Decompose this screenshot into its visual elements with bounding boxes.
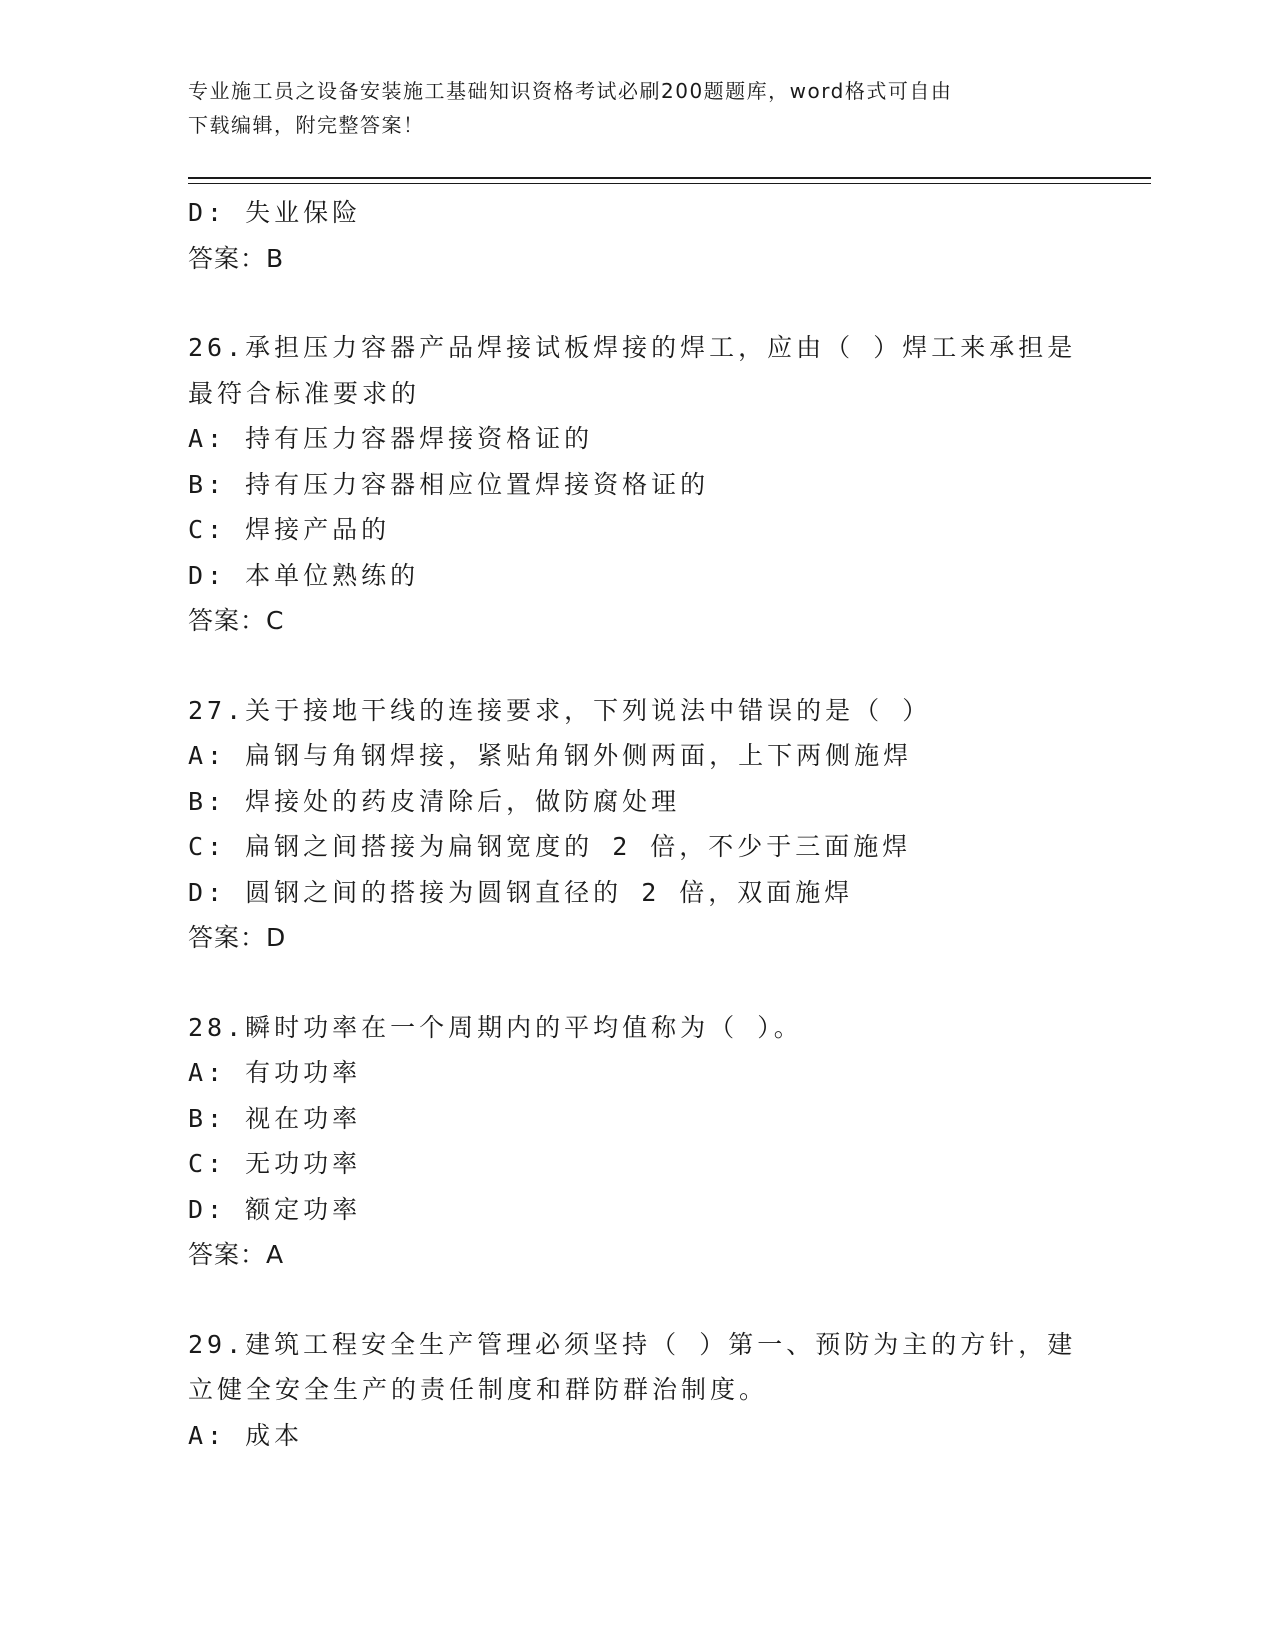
question-stem-continued: 最符合标准要求的	[188, 378, 421, 408]
option-d: D: 本单位熟练的	[188, 560, 420, 590]
header-divider-thick	[188, 177, 1151, 179]
option-b: B: 持有压力容器相应位置焊接资格证的	[188, 469, 710, 499]
answer-line: 答案：A	[188, 1240, 285, 1269]
header-line-1: 专业施工员之设备安装施工基础知识资格考试必刷200题题库，word格式可自由	[188, 79, 953, 103]
answer-line: 答案：D	[188, 923, 287, 952]
option-d: D: 失业保险	[188, 198, 362, 227]
spacer	[188, 1278, 1088, 1322]
header-divider-thin	[188, 183, 1151, 184]
question-stem: 26.承担压力容器产品焊接试板焊接的焊工，应由（ ）焊工来承担是	[188, 333, 1077, 362]
spacer	[188, 281, 1088, 325]
spacer	[188, 961, 1088, 1005]
question-stem: 28.瞬时功率在一个周期内的平均值称为（ ）。	[188, 1012, 803, 1042]
question-list	[188, 190, 1088, 1458]
question-stem: 29.建筑工程安全生产管理必须坚持（ ）第一、预防为主的方针，建	[188, 1329, 1077, 1359]
option-c: C: 焊接产品的	[188, 515, 391, 544]
option-a: A: 持有压力容器焊接资格证的	[188, 424, 594, 453]
option-a: A: 成本	[188, 1420, 304, 1450]
option-b: B: 焊接处的药皮清除后，做防腐处理	[188, 786, 681, 816]
question-29	[188, 1322, 1088, 1459]
question-28	[188, 1005, 1088, 1278]
answer-line: 答案：C	[188, 606, 285, 635]
option-c: C: 扁钢之间搭接为扁钢宽度的 2 倍，不少于三面施焊	[188, 832, 912, 861]
option-d: D: 额定功率	[188, 1194, 362, 1224]
question-27	[188, 688, 1088, 961]
question-stem-continued: 立健全安全生产的责任制度和群防群治制度。	[188, 1375, 769, 1404]
question-26	[188, 325, 1088, 644]
option-a: A: 扁钢与角钢焊接，紧贴角钢外侧两面，上下两侧施焊	[188, 741, 913, 770]
option-a: A: 有功功率	[188, 1058, 362, 1087]
spacer	[188, 644, 1088, 688]
header-line-2: 下载编辑，附完整答案！	[188, 113, 425, 137]
option-c: C: 无功功率	[188, 1149, 362, 1178]
option-d: D: 圆钢之间的搭接为圆钢直径的 2 倍，双面施焊	[188, 877, 854, 907]
question-25-tail	[188, 190, 1088, 281]
answer-line: 答案：B	[188, 243, 285, 273]
question-stem: 27.关于接地干线的连接要求，下列说法中错误的是（ ）	[188, 695, 932, 725]
option-b: B: 视在功率	[188, 1103, 362, 1133]
document-header	[188, 74, 1068, 142]
